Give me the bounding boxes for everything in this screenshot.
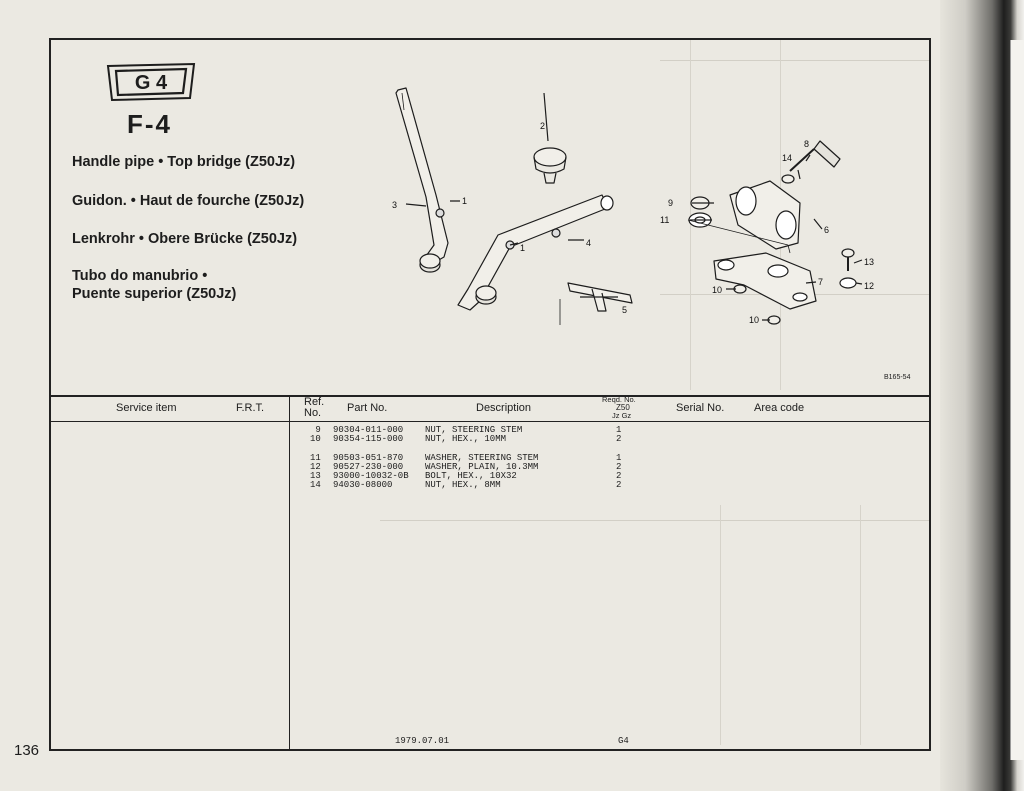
row-part-no: 94030-08000	[333, 480, 393, 490]
row-part-no: 90304-011-000	[333, 425, 404, 435]
callout-14: 14	[782, 153, 793, 163]
callout-10b: 10	[749, 315, 760, 325]
header-model-sub: Jz Gz	[612, 411, 632, 420]
row-ref: 10	[310, 434, 321, 444]
title-english: Handle pipe • Top bridge (Z50Jz)	[72, 154, 296, 170]
group-label: G 4	[134, 72, 168, 94]
header-part-no: Part No.	[347, 402, 388, 414]
callout-11: 11	[660, 215, 670, 225]
header-description: Description	[476, 402, 532, 414]
footer-code: G4	[618, 736, 629, 746]
row-ref: 9	[310, 425, 321, 435]
header-service-item: Service item	[116, 402, 177, 414]
callout-1a: 1	[462, 196, 468, 206]
callout-8: 8	[804, 139, 810, 149]
callout-5: 5	[622, 305, 628, 315]
row-ref: 13	[310, 471, 321, 481]
header-serial-no: Serial No.	[676, 402, 725, 414]
row-qty: 2	[616, 434, 622, 444]
callout-9: 9	[668, 198, 674, 208]
callout-4: 4	[586, 238, 592, 248]
row-description: NUT, HEX., 8MM	[425, 480, 501, 490]
row-description: BOLT, HEX., 10X32	[425, 471, 517, 481]
figure-code: F-4	[127, 109, 172, 139]
row-qty: 1	[616, 453, 622, 463]
callout-3: 3	[392, 200, 398, 210]
row-description: NUT, STEERING STEM	[425, 425, 523, 435]
handle-pipe-left	[396, 88, 448, 265]
header-reqd-no: Reqd. No.	[602, 395, 636, 404]
callout-2: 2	[540, 121, 546, 131]
row-part-no: 90527-230-000	[333, 462, 404, 472]
row-description: WASHER, PLAIN, 10.3MM	[425, 462, 539, 472]
page-number: 136	[14, 742, 40, 759]
row-part-no: 93000-10032-0B	[333, 471, 409, 481]
row-part-no: 90354-115-000	[333, 434, 404, 444]
header-area-code: Area code	[754, 402, 805, 414]
callout-12: 12	[864, 281, 875, 291]
row-ref: 12	[310, 462, 321, 472]
row-ref: 14	[310, 480, 321, 490]
row-qty: 2	[616, 462, 622, 472]
header-ref-no: No.	[304, 407, 322, 419]
callout-7: 7	[818, 277, 824, 287]
row-qty: 2	[616, 480, 622, 490]
row-qty: 1	[616, 425, 622, 435]
column-divider	[289, 395, 290, 751]
title-portuguese-1: Tubo do manubrio •	[72, 268, 208, 284]
title-french: Guidon. • Haut de fourche (Z50Jz)	[72, 193, 305, 209]
header-model: Z50	[616, 403, 630, 412]
row-description: WASHER, STEERING STEM	[425, 453, 539, 463]
row-qty: 2	[616, 471, 622, 481]
callout-13: 13	[864, 257, 875, 267]
facing-page-edge	[1010, 40, 1024, 760]
title-german: Lenkrohr • Obere Brücke (Z50Jz)	[72, 231, 298, 247]
header-ref: Ref.	[304, 396, 325, 408]
callout-10a: 10	[712, 285, 723, 295]
clip-part	[534, 148, 566, 166]
header-frt: F.R.T.	[236, 402, 265, 414]
callout-6: 6	[824, 225, 830, 235]
row-part-no: 90503-051-870	[333, 453, 404, 463]
exploded-parts-diagram	[370, 75, 910, 380]
group-badge-icon	[104, 62, 198, 102]
table-top-rule	[49, 395, 931, 397]
row-description: NUT, HEX., 10MM	[425, 434, 507, 444]
footer-date: 1979.07.01	[395, 736, 450, 746]
table-header-rule	[49, 421, 931, 422]
clamp-bolt	[814, 141, 840, 167]
title-portuguese-2: Puente superior (Z50Jz)	[72, 286, 237, 302]
row-ref: 11	[310, 453, 321, 463]
diagram-code: B165-54	[884, 374, 911, 381]
callout-1b: 1	[520, 243, 526, 253]
